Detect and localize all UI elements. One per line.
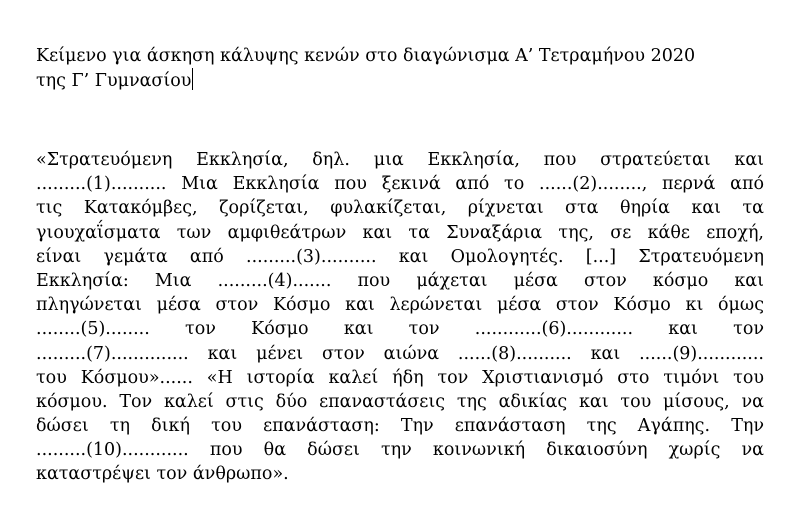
title-line-2-text: της Γ’ Γυμνασίου	[36, 71, 192, 91]
body-line-14: καταστρέψει τον άνθρωπο».	[36, 464, 289, 485]
body-line-10: του Κόσμου»...... «Η ιστορία καλεί ήδη τον Χριστιανισμό στο τιμόνι του	[36, 367, 764, 388]
body-line-8: ........(5)........ τον Κόσμο και τον ............(6)............ και τον	[36, 319, 764, 340]
body-line-4: γιουχαΐσματα των αμφιθεάτρων και τα Συναξάρια της, σε κάθε εποχή,	[36, 222, 764, 243]
body-line-1: «Στρατευόμενη Εκκλησία, δηλ. μια Εκκλησία, που στρατεύεται και	[36, 150, 764, 170]
body-line-13: .........(10)............ που θα δώσει την κοινωνική δικαιοσύνη χωρίς να	[36, 440, 764, 461]
body-line-6: Εκκλησία: Μια .........(4)....... που μάχεται μέσα στον κόσμο και	[36, 270, 764, 291]
title-line-1: Κείμενο για άσκηση κάλυψης κενών στο διαγώνισμα Α’ Τετραμήνου 2020	[36, 46, 696, 66]
body-line-11: κόσμου. Τον καλεί στις δύο επαναστάσεις της αδικίας και του μίσους, να	[36, 391, 764, 412]
body-line-9: .........(7).............. και μένει στον αιώνα ......(8).......... και ......(9)............	[36, 343, 764, 364]
body-line-2: .........(1).......... Μια Εκκλησία που ξεκινά από το ......(2)........, περνά από	[36, 174, 764, 195]
body-line-7: πληγώνεται μέσα στον Κόσμο και λερώνεται μέσα στον Κόσμο κι όμως	[36, 295, 764, 316]
title-line-2[interactable]	[36, 68, 764, 93]
document-title	[36, 44, 764, 93]
body-line-12: δώσει τη δική του επανάσταση: Την επανάσταση της Αγάπης. Την	[36, 416, 764, 437]
text-cursor	[192, 68, 193, 90]
body-line-3: τις Κατακόμβες, ζορίζεται, φυλακίζεται, ρίχνεται στα θηρία και τα	[36, 198, 764, 219]
body-line-5: είναι γεμάτα από .........(3).......... και Ομολογητές. [...] Στρατευόμενη	[36, 246, 764, 267]
document-body	[36, 148, 764, 487]
